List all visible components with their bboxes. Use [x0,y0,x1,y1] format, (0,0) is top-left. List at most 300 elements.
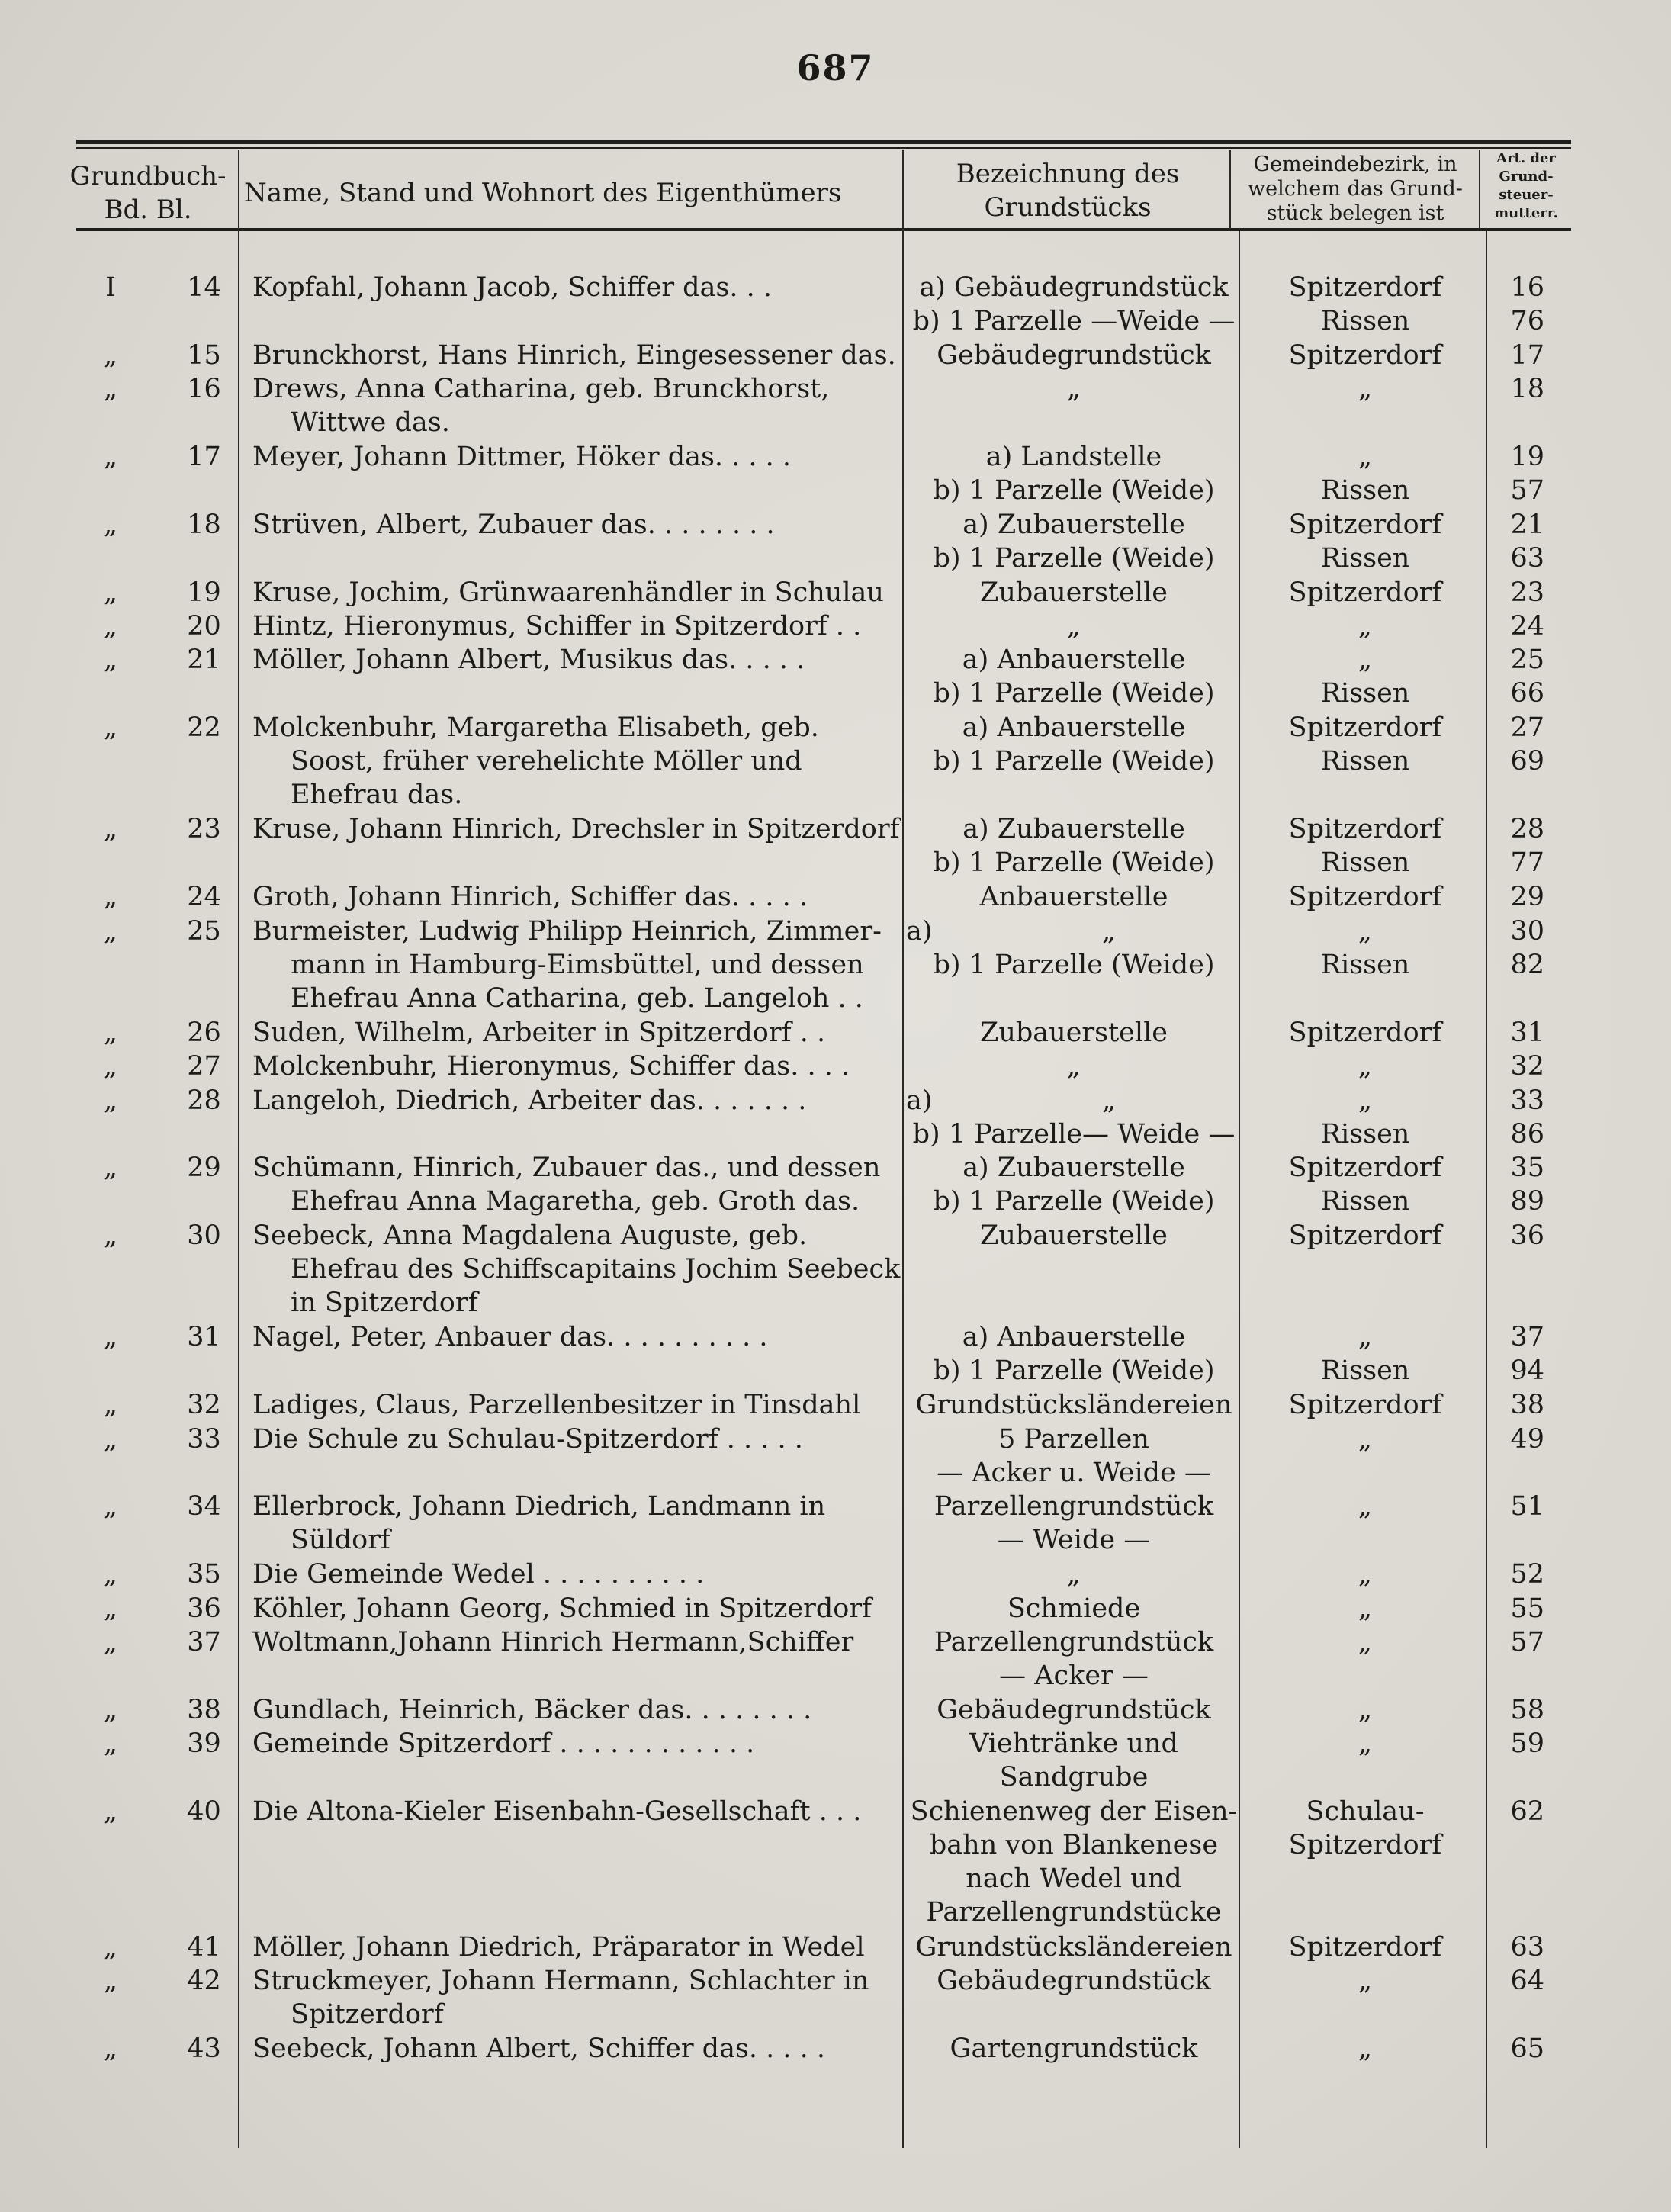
tax-article-line: 76 [1510,306,1544,336]
band-number: „ [103,1966,118,1996]
parcel-description [906,1388,1242,1422]
band-number: „ [103,1018,118,1048]
tax-article [1487,812,1544,879]
parcel-description-line: „ [1066,374,1081,404]
municipality-line: „ [1358,1966,1373,1996]
parcel-description [906,711,1242,778]
parcel-description [906,1016,1242,1050]
municipality [1243,1151,1487,1218]
band-number: „ [103,1796,118,1827]
tax-article-line: 52 [1510,1559,1544,1590]
band-number: „ [103,1085,118,1116]
tax-article-line: 27 [1510,712,1544,743]
municipality [1243,1084,1487,1151]
parcel-description-line: „ [1066,1559,1081,1590]
municipality-line: „ [1358,611,1373,641]
owner-name-line: Suden, Wilhelm, Arbeiter in Spitzerdorf . . [252,1018,826,1048]
parcel-description [906,271,1242,338]
municipality [1243,508,1487,575]
municipality-line: Rissen [1320,1119,1410,1149]
band-number: „ [103,1424,118,1455]
tax-article-line: 65 [1510,2034,1544,2064]
tax-article-line: 89 [1510,1186,1544,1217]
header-artikel-line: Grund- [1499,169,1554,185]
owner-name [252,1931,902,1964]
blatt-number: 24 [187,882,221,912]
owner-name-line: Möller, Johann Diedrich, Präparator in Wedel [252,1932,865,1963]
municipality [1243,1320,1487,1387]
blatt-number: 37 [187,1627,221,1657]
owner-name [252,812,902,846]
blatt-number: 36 [187,1593,221,1624]
tax-article-line: 49 [1510,1424,1544,1455]
owner-name [252,609,902,643]
tax-article [1487,576,1544,609]
parcel-description-line: a) Zubauerstelle [962,510,1185,540]
tax-article-line: 25 [1510,645,1544,675]
parcel-description-line: b) 1 Parzelle (Weide) [933,746,1215,776]
parcel-description [906,1693,1242,1727]
tax-article [1487,880,1544,914]
municipality-line: Spitzerdorf [1288,1390,1442,1420]
owner-name-line: Molckenbuhr, Margaretha Elisabeth, geb. [252,712,819,743]
band-number: „ [103,1932,118,1963]
owner-name-line: Ehefrau Anna Magaretha, geb. Groth das. [291,1186,860,1217]
owner-name [252,1151,902,1218]
municipality-line: „ [1358,374,1373,404]
owner-name-line: Gemeinde Spitzerdorf . . . . . . . . . . . . [252,1728,755,1759]
municipality [1243,372,1487,406]
tax-article [1487,1964,1544,1998]
municipality-line: „ [1358,1728,1373,1759]
column-divider [902,150,904,2148]
tax-article-line: 19 [1510,442,1544,472]
band-number: „ [103,1627,118,1657]
parcel-description [906,880,1242,914]
band-number: „ [103,611,118,641]
tax-article-line: 57 [1510,1627,1544,1657]
owner-name [252,1423,902,1456]
band-number: „ [103,645,118,675]
owner-name-line: Ehefrau Anna Catharina, geb. Langeloh . . [291,983,863,1014]
tax-article [1487,1727,1544,1760]
band-number: „ [103,510,118,540]
blatt-number: 43 [187,2034,221,2064]
owner-name [252,1795,902,1828]
tax-article-line: 69 [1510,746,1544,776]
blatt-number: 16 [187,374,221,404]
parcel-description [906,1320,1242,1387]
blatt-number: 34 [187,1491,221,1522]
band-number: „ [103,1491,118,1522]
tax-article [1487,271,1544,338]
owner-name-line: Ladiges, Claus, Parzellenbesitzer in Tinsdahl [252,1390,861,1420]
parcel-description-line: b) 1 Parzelle— Weide — [912,1119,1236,1149]
owner-name-line: Die Altona-Kieler Eisenbahn-Gesellschaft . . . [252,1796,862,1827]
municipality-line: Spitzerdorf [1288,1830,1442,1860]
header-name-text: Name, Stand und Wohnort des Eigenthümers [244,178,842,208]
band-number: „ [103,374,118,404]
header-name [244,177,900,209]
parcel-description [906,643,1242,710]
municipality-line: Spitzerdorf [1288,1932,1442,1963]
tax-article [1487,1558,1544,1591]
tax-article-line: 82 [1510,950,1544,980]
parcel-description-line: Viehtränke und [969,1728,1178,1759]
parcel-description-line: Zubauerstelle [980,1220,1168,1251]
municipality [1243,576,1487,609]
band-number: „ [103,1322,118,1352]
owner-name [252,1964,902,2031]
parcel-description-line: a) Anbauerstelle [962,645,1186,675]
owner-name-line: Drews, Anna Catharina, geb. Brunckhorst, [252,374,830,404]
band-number: „ [103,1153,118,1183]
owner-name [252,1016,902,1050]
municipality [1243,1795,1487,1862]
parcel-description-line: — Acker — [999,1661,1149,1691]
owner-name-line: Hintz, Hieronymus, Schiffer in Spitzerdorf . . [252,611,862,641]
tax-article [1487,372,1544,406]
parcel-description [906,508,1242,575]
tax-article-line: 17 [1510,340,1544,371]
municipality-line: „ [1358,1085,1373,1116]
parcel-description-line: a) Landstelle [985,442,1162,472]
municipality-line: „ [1358,1695,1373,1725]
parcel-description [906,1151,1242,1218]
band-number: „ [103,1695,118,1725]
owner-name [252,1558,902,1591]
parcel-description-line: Parzellengrundstück [934,1627,1214,1657]
parcel-description-line: a) „ [906,916,1117,947]
owner-name-line: Nagel, Peter, Anbauer das. . . . . . . . . . [252,1322,768,1352]
tax-article-line: 94 [1510,1355,1544,1386]
owner-name [252,576,902,609]
blatt-number: 15 [187,340,221,371]
tax-article-line: 64 [1510,1966,1544,1996]
parcel-description [906,1592,1242,1625]
band-number: „ [103,577,118,608]
parcel-description [906,1727,1242,1794]
parcel-description-line: Anbauerstelle [979,882,1168,912]
tax-article [1487,1490,1544,1523]
municipality-line: Rissen [1320,543,1410,574]
owner-name-line: Wittwe das. [291,407,450,438]
header-grundbuch [67,160,229,227]
tax-article [1487,1320,1544,1387]
tax-article [1487,609,1544,643]
municipality-line: Spitzerdorf [1288,340,1442,371]
blatt-number: 26 [187,1018,221,1048]
parcel-description [906,609,1242,643]
parcel-description [906,372,1242,406]
header-top-rule-thin [76,147,1571,149]
owner-name-line: Brunckhorst, Hans Hinrich, Eingesessener das. [252,340,896,371]
parcel-description-line: b) 1 Parzelle (Weide) [933,543,1215,574]
owner-name-line: Burmeister, Ludwig Philipp Heinrich, Zimmer- [252,916,882,947]
tax-article-line: 58 [1510,1695,1544,1725]
municipality-line: Rissen [1320,1355,1410,1386]
tax-article [1487,1151,1544,1218]
owner-name [252,1693,902,1727]
parcel-description-line: b) 1 Parzelle (Weide) [933,475,1215,506]
municipality-line: Spitzerdorf [1288,1153,1442,1183]
tax-article-line: 62 [1510,1796,1544,1827]
owner-name [252,271,902,304]
header-bottom-rule [76,228,1571,231]
municipality [1243,1558,1487,1591]
parcel-description [906,1050,1242,1083]
owner-name [252,643,902,677]
blatt-number: 21 [187,645,221,675]
blatt-number: 19 [187,577,221,608]
owner-name [252,508,902,542]
parcel-description [906,1219,1242,1252]
owner-name-line: Die Gemeinde Wedel . . . . . . . . . . [252,1559,705,1590]
header-gemeinde [1232,153,1478,226]
blatt-number: 39 [187,1728,221,1759]
owner-name-line: Seebeck, Anna Magdalena Auguste, geb. [252,1220,808,1251]
municipality-line: Spitzerdorf [1288,272,1442,303]
tax-article-line: 36 [1510,1220,1544,1251]
tax-article-line: 24 [1510,611,1544,641]
municipality [1243,440,1487,507]
tax-article [1487,1931,1544,1964]
tax-article-line: 33 [1510,1085,1544,1116]
owner-name-line: Kruse, Johann Hinrich, Drechsler in Spitzerdorf [252,814,900,844]
municipality-line: „ [1358,1051,1373,1082]
parcel-description [906,2032,1242,2066]
municipality-line: „ [1358,645,1373,675]
owner-name-line: Ehefrau des Schiffscapitains Jochim Seebeck [291,1254,901,1284]
band-number: „ [103,1051,118,1082]
municipality [1243,1388,1487,1422]
column-divider [1229,150,1231,229]
tax-article-line: 63 [1510,543,1544,574]
municipality [1243,609,1487,643]
tax-article-line: 35 [1510,1153,1544,1183]
municipality-line: Spitzerdorf [1288,1018,1442,1048]
parcel-description [906,1795,1242,1929]
municipality-line: Rissen [1320,1186,1410,1217]
tax-article-line: 57 [1510,475,1544,506]
municipality-line: Rissen [1320,950,1410,980]
municipality-line: Spitzerdorf [1288,712,1442,743]
tax-article-line: 28 [1510,814,1544,844]
parcel-description-line: Sandgrube [999,1762,1149,1792]
owner-name-line: Köhler, Johann Georg, Schmied in Spitzerdorf [252,1593,872,1624]
municipality [1243,1592,1487,1625]
header-bezeichnung [908,158,1228,225]
parcel-description-line: — Acker u. Weide — [937,1458,1211,1488]
tax-article-line: 37 [1510,1322,1544,1352]
parcel-description-line: a) Anbauerstelle [962,1322,1186,1352]
municipality-line: „ [1358,2034,1373,2064]
municipality [1243,2032,1487,2066]
owner-name-line: Gundlach, Heinrich, Bäcker das. . . . . . . . [252,1695,812,1725]
municipality-line: Rissen [1320,475,1410,506]
header-bezeichnung-line: Bezeichnung des [956,159,1180,189]
owner-name [252,1219,902,1320]
owner-name [252,2032,902,2066]
parcel-description [906,812,1242,879]
parcel-description-line: Zubauerstelle [980,577,1168,608]
parcel-description [906,576,1242,609]
header-artikel-line: mutterr. [1494,205,1558,221]
owner-name [252,1490,902,1557]
parcel-description-line: Gartengrundstück [950,2034,1198,2064]
parcel-description-line: Gebäudegrundstück [937,1966,1211,1996]
municipality [1243,812,1487,879]
owner-name [252,880,902,914]
parcel-description-line: a) Zubauerstelle [962,814,1185,844]
municipality [1243,643,1487,710]
owner-name-line: Molckenbuhr, Hieronymus, Schiffer das. . . . [252,1051,850,1082]
tax-article-line: 21 [1510,510,1544,540]
parcel-description-line: a) Anbauerstelle [962,712,1186,743]
blatt-number: 20 [187,611,221,641]
parcel-description-line: a) Zubauerstelle [962,1153,1185,1183]
parcel-description-line: Schienenweg der Eisen- [910,1796,1238,1827]
owner-name-line: Ehefrau das. [291,780,463,810]
owner-name [252,1388,902,1422]
parcel-description-line: Parzellengrundstücke [926,1897,1222,1927]
owner-name-line: Soost, früher verehelichte Möller und [291,746,802,776]
parcel-description-line: Grundstücksländereien [915,1390,1232,1420]
tax-article-line: 23 [1510,577,1544,608]
header-gemeinde-line: welchem das Grund- [1248,177,1463,201]
blatt-number: 38 [187,1695,221,1725]
tax-article-line: 32 [1510,1051,1544,1082]
band-number: „ [103,712,118,743]
municipality [1243,1625,1487,1659]
blatt-number: 30 [187,1220,221,1251]
municipality-line: Rissen [1320,306,1410,336]
header-gemeinde-line: stück belegen ist [1266,201,1444,225]
owner-name [252,1084,902,1117]
header-artikel-line: steuer- [1499,187,1554,203]
tax-article [1487,440,1544,507]
tax-article [1487,508,1544,575]
header-artikel-line: Art. der [1496,150,1556,166]
tax-article [1487,1016,1544,1050]
parcel-description [906,915,1242,982]
owner-name-line: Süldorf [291,1525,390,1555]
municipality-line: „ [1358,442,1373,472]
municipality-line: „ [1358,1491,1373,1522]
owner-name-line: Kruse, Jochim, Grünwaarenhändler in Schulau [252,577,884,608]
tax-article-line: 31 [1510,1018,1544,1048]
tax-article [1487,915,1544,982]
column-divider [238,150,239,2148]
header-grundbuch-line: Grundbuch- [69,161,227,191]
parcel-description-line: Grundstücksländereien [915,1932,1232,1963]
municipality [1243,1931,1487,1964]
band-number: „ [103,1390,118,1420]
tax-article-line: 16 [1510,272,1544,303]
owner-name-line: Spitzerdorf [291,1999,444,2030]
municipality [1243,1050,1487,1083]
parcel-description-line: Zubauerstelle [980,1018,1168,1048]
tax-article [1487,1084,1544,1151]
owner-name [252,1050,902,1083]
municipality-line: Spitzerdorf [1288,577,1442,608]
blatt-number: 33 [187,1424,221,1455]
parcel-description [906,1964,1242,1998]
owner-name-line: Die Schule zu Schulau-Spitzerdorf . . . . . [252,1424,803,1455]
band-number: „ [103,2034,118,2064]
blatt-number: 40 [187,1796,221,1827]
band-number: „ [103,340,118,371]
municipality-line: „ [1358,1593,1373,1624]
tax-article-line: 63 [1510,1932,1544,1963]
parcel-description [906,1558,1242,1591]
owner-name [252,711,902,812]
blatt-number: 17 [187,442,221,472]
parcel-description [906,440,1242,507]
band-number: „ [103,814,118,844]
municipality-line: Rissen [1320,746,1410,776]
blatt-number: 31 [187,1322,221,1352]
parcel-description-line: 5 Parzellen [998,1424,1149,1455]
parcel-description-line: Gebäudegrundstück [937,340,1211,371]
blatt-number: 29 [187,1153,221,1183]
tax-article [1487,1423,1544,1456]
band-number: „ [103,882,118,912]
tax-article-line: 29 [1510,882,1544,912]
band-number: „ [103,1220,118,1251]
blatt-number: 27 [187,1051,221,1082]
owner-name-line: Möller, Johann Albert, Musikus das. . . . . [252,645,805,675]
tax-article-line: 18 [1510,374,1544,404]
blatt-number: 18 [187,510,221,540]
parcel-description-line: „ [1066,1051,1081,1082]
municipality [1243,1219,1487,1252]
municipality-line: „ [1358,1424,1373,1455]
municipality-line: Spitzerdorf [1288,882,1442,912]
parcel-description-line: — Weide — [997,1525,1151,1555]
tax-article [1487,1592,1544,1625]
band-number: „ [103,442,118,472]
parcel-description-line: b) 1 Parzelle (Weide) [933,678,1215,709]
municipality [1243,1964,1487,1998]
owner-name [252,1625,902,1659]
owner-name [252,440,902,474]
municipality [1243,1423,1487,1456]
tax-article [1487,2032,1544,2066]
header-gemeinde-line: Gemeindebezirk, in [1253,153,1457,176]
owner-name [252,339,902,372]
band-number: I [105,272,116,303]
band-number: „ [103,1728,118,1759]
blatt-number: 25 [187,916,221,947]
municipality-line: „ [1358,1627,1373,1657]
band-number: „ [103,916,118,947]
municipality-line: Schulau- [1306,1796,1425,1827]
blatt-number: 42 [187,1966,221,1996]
owner-name-line: Langeloh, Diedrich, Arbeiter das. . . . . . . [252,1085,807,1116]
tax-article [1487,1050,1544,1083]
tax-article [1487,1388,1544,1422]
parcel-description-line: nach Wedel und [966,1863,1182,1894]
parcel-description [906,1490,1242,1557]
tax-article-line: 30 [1510,916,1544,947]
tax-article [1487,1219,1544,1252]
owner-name [252,1727,902,1760]
owner-name-line: Meyer, Johann Dittmer, Höker das. . . . . [252,442,792,472]
parcel-description [906,1084,1242,1151]
tax-article-line: 77 [1510,847,1544,878]
band-number: „ [103,1559,118,1590]
